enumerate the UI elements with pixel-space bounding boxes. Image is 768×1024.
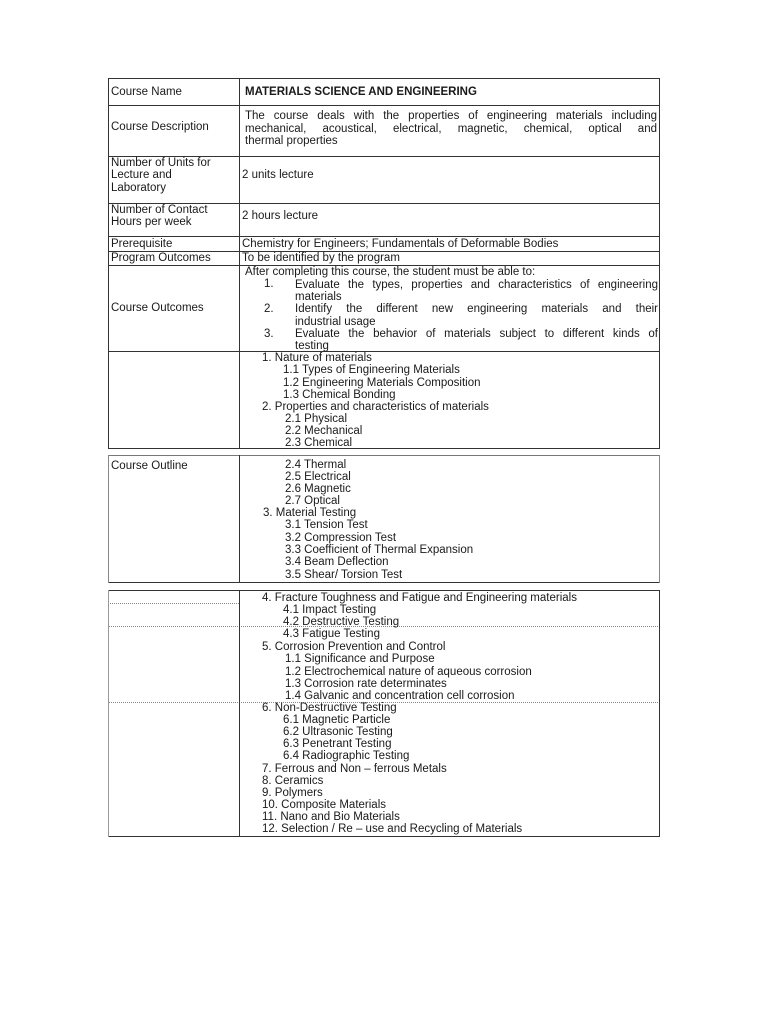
- outline-item: 4.1 Impact Testing: [283, 604, 377, 616]
- outline-item: 6.1 Magnetic Particle: [283, 714, 391, 726]
- outline-item: 3.2 Compression Test: [285, 532, 397, 544]
- course-outcomes-intro: After completing this course, the student must be able to:: [245, 266, 536, 278]
- outline-item: 8. Ceramics: [262, 775, 324, 787]
- outline-item: 1.3 Corrosion rate determinates: [285, 678, 447, 690]
- table-border-right: [659, 78, 660, 449]
- outline-item: 4. Fracture Toughness and Fatigue and Engineering materials: [262, 592, 577, 604]
- outline-item: 7. Ferrous and Non – ferrous Metals: [262, 763, 447, 775]
- description-line: mechanical, acoustical, electrical, magnetic, chemical, optical and: [245, 123, 657, 135]
- course-outcomes-label: Course Outcomes: [111, 302, 204, 314]
- prerequisite-value: Chemistry for Engineers; Fundamentals of Deformable Bodies: [242, 238, 559, 250]
- outline-item: 2.7 Optical: [285, 495, 340, 507]
- outline-item: 12. Selection / Re – use and Recycling of Materials: [262, 823, 523, 835]
- outline-item: 1.1 Types of Engineering Materials: [283, 364, 460, 376]
- table-border-top: [108, 78, 660, 79]
- outline-item: 4.2 Destructive Testing: [283, 616, 400, 628]
- outline-item: 2.1 Physical: [285, 413, 348, 425]
- program-outcomes-value: To be identified by the program: [242, 252, 400, 264]
- outcome-text-cont: testing: [295, 340, 329, 352]
- contact-label-line: Hours per week: [111, 216, 192, 228]
- table-border-bottom: [108, 448, 660, 449]
- program-outcomes-label: Program Outcomes: [111, 252, 211, 264]
- outline-item: 1.4 Galvanic and concentration cell corrosion: [285, 690, 515, 702]
- outcome-text: Identify the different new engineering materials and their: [295, 303, 658, 315]
- row-divider: [108, 105, 660, 106]
- description-line: The course deals with the properties of engineering materials including: [245, 110, 657, 122]
- outline-item: 3.1 Tension Test: [285, 519, 368, 531]
- prerequisite-label: Prerequisite: [111, 238, 173, 250]
- outline-item: 4.3 Fatigue Testing: [283, 628, 380, 640]
- contact-hours-value: 2 hours lecture: [242, 210, 319, 222]
- dotted-divider: [108, 603, 239, 604]
- column-divider: [239, 78, 240, 449]
- outcome-text-cont: industrial usage: [295, 316, 376, 328]
- table-border-left: [108, 78, 109, 449]
- outline-item: 6.4 Radiographic Testing: [283, 750, 410, 762]
- course-outline-label: Course Outline: [111, 460, 188, 472]
- outline-item: 3.3 Coefficient of Thermal Expansion: [285, 544, 474, 556]
- outline-item: 10. Composite Materials: [262, 799, 386, 811]
- outline-item: 2.4 Thermal: [285, 459, 347, 471]
- units-label-line: Laboratory: [111, 182, 166, 194]
- outcome-number: 2.: [264, 303, 274, 315]
- column-divider: [239, 455, 240, 583]
- outline-item: 6. Non-Destructive Testing: [262, 702, 397, 714]
- outline-item: 9. Polymers: [262, 787, 323, 799]
- outcome-text-cont: materials: [295, 291, 342, 303]
- outline-item: 1.3 Chemical Bonding: [283, 389, 396, 401]
- course-description-label: Course Description: [111, 121, 209, 133]
- table-border-right: [659, 590, 660, 837]
- table-border-top: [108, 455, 660, 456]
- row-divider: [108, 236, 660, 237]
- outline-item: 1.2 Engineering Materials Composition: [283, 377, 481, 389]
- outcome-text: Evaluate the types, properties and characteristics of engineering: [295, 279, 658, 291]
- row-divider: [108, 351, 660, 352]
- table-border-bottom: [108, 836, 660, 837]
- outline-item: 3. Material Testing: [263, 507, 357, 519]
- column-divider: [239, 590, 240, 837]
- outline-item: 6.3 Penetrant Testing: [283, 738, 392, 750]
- outline-item: 11. Nano and Bio Materials: [262, 811, 400, 823]
- outline-item: 2.6 Magnetic: [285, 483, 351, 495]
- outcome-number: 1.: [264, 278, 274, 290]
- outline-item: 3.5 Shear/ Torsion Test: [285, 569, 403, 581]
- course-name-label: Course Name: [111, 86, 182, 98]
- table-border-left: [108, 590, 109, 837]
- units-value: 2 units lecture: [242, 169, 314, 181]
- outline-item: 1.2 Electrochemical nature of aqueous corrosion: [285, 666, 532, 678]
- outcome-number: 3.: [264, 328, 274, 340]
- units-label-line: Lecture and: [111, 169, 172, 181]
- units-label-line: Number of Units for: [111, 157, 211, 169]
- table-border-left: [108, 455, 109, 583]
- outline-item: 1. Nature of materials: [262, 352, 372, 364]
- outline-item: 3.4 Beam Deflection: [285, 556, 389, 568]
- outcome-text: Evaluate the behavior of materials subject to different kinds of: [295, 328, 658, 340]
- table-border-top: [108, 590, 660, 591]
- outline-item: 2.5 Electrical: [285, 471, 351, 483]
- course-name-value: MATERIALS SCIENCE AND ENGINEERING: [245, 86, 477, 98]
- outline-item: 6.2 Ultrasonic Testing: [283, 726, 393, 738]
- outline-item: 2.3 Chemical: [285, 437, 353, 449]
- contact-label-line: Number of Contact: [111, 204, 208, 216]
- description-line: thermal properties: [245, 135, 338, 147]
- table-border-bottom: [108, 582, 660, 583]
- outline-item: 2. Properties and characteristics of materials: [262, 401, 489, 413]
- table-border-right: [659, 455, 660, 583]
- outline-item: 1.1 Significance and Purpose: [285, 653, 435, 665]
- outline-item: 5. Corrosion Prevention and Control: [262, 641, 446, 653]
- outline-item: 2.2 Mechanical: [285, 425, 363, 437]
